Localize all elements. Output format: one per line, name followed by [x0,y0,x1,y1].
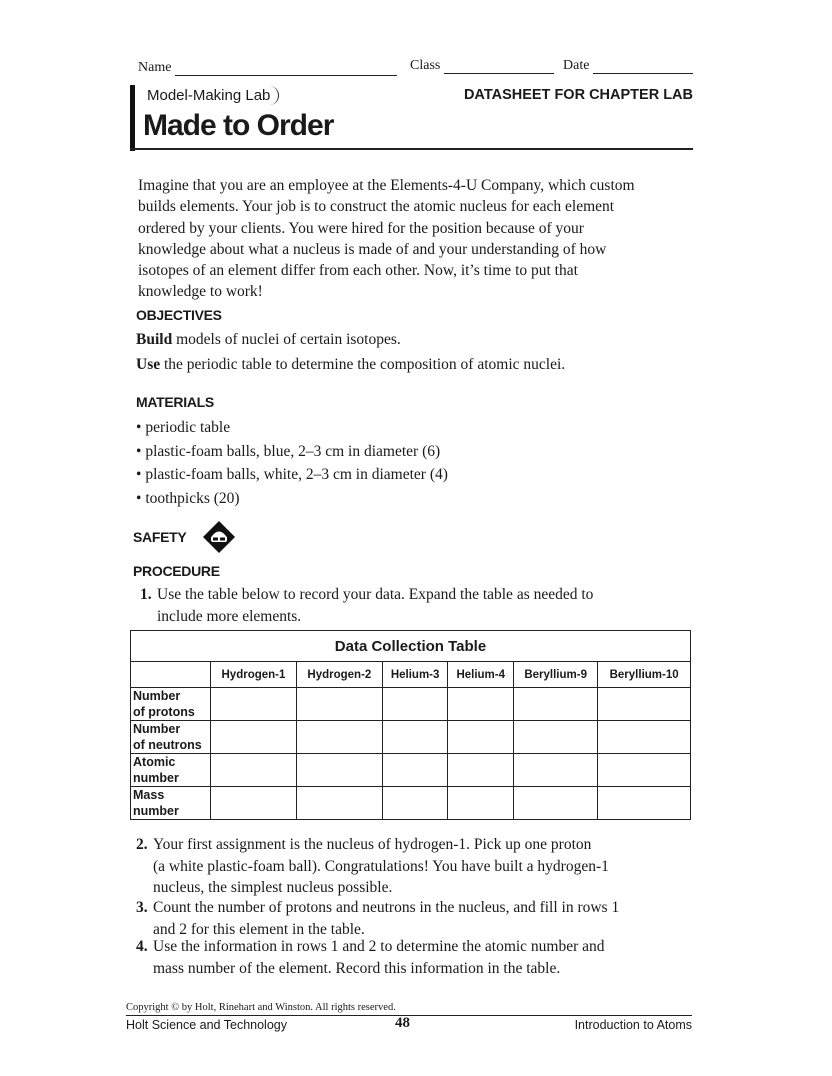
procedure-heading: PROCEDURE [133,563,220,579]
objective-item: Use the periodic table to determine the composition of atomic nuclei. [136,356,566,373]
page-number: 48 [395,1015,410,1031]
lab-type: Model-Making Lab [143,86,279,105]
column-header: Helium-4 [448,662,514,688]
table-cell[interactable] [296,754,382,787]
intro-paragraph: Imagine that you are an employee at the Elements-4-U Company, which custom builds elements. Your job is to construct the atomic nucleus for each element ordered by your clients. You were hired for the position because of your knowledge about what a nucleus is made of and your understanding of how isotopes of an element differ from each other. Now, it’s time to put that knowledge to work! [138,177,635,301]
column-header: Helium-3 [382,662,448,688]
column-header: Beryllium-10 [598,662,691,688]
table-cell[interactable] [448,688,514,721]
table-cell[interactable] [211,787,297,820]
table-row [131,721,691,754]
table-cell[interactable] [514,721,598,754]
table-cell[interactable] [296,787,382,820]
name-label: Name [138,60,172,75]
row-label: Number of neutrons [131,721,211,754]
table-cell[interactable] [448,787,514,820]
table-cell[interactable] [598,754,691,787]
table-row [131,787,691,820]
list-item: • toothpicks (20) [136,490,240,508]
safety-heading: SAFETY [133,529,187,545]
table-cell[interactable] [211,688,297,721]
footer-book: Holt Science and Technology [126,1018,287,1032]
row-label: Number of protons [131,688,211,721]
class-field[interactable] [410,58,554,74]
table-row [131,688,691,721]
row-label: Atomic number [131,754,211,787]
table-cell[interactable] [514,688,598,721]
objectives-heading: OBJECTIVES [136,307,222,323]
table-cell[interactable] [514,754,598,787]
column-header: Hydrogen-1 [211,662,297,688]
table-cell[interactable] [514,787,598,820]
data-collection-table [130,630,691,820]
table-cell[interactable] [211,754,297,787]
datasheet-label: DATASHEET FOR CHAPTER LAB [463,87,693,103]
class-label: Class [410,58,441,73]
table-cell[interactable] [448,754,514,787]
table-cell[interactable] [382,721,448,754]
table-cell[interactable] [382,688,448,721]
objective-item: Build models of nuclei of certain isotopes. [136,331,401,348]
title-rule [130,148,693,150]
column-header: Beryllium-9 [514,662,598,688]
table-cell[interactable] [598,721,691,754]
table-cell[interactable] [382,787,448,820]
row-label: Mass number [131,787,211,820]
table-row [131,754,691,787]
copyright: Copyright © by Holt, Rinehart and Winston. All rights reserved. [126,1002,396,1013]
table-cell[interactable] [211,721,297,754]
name-field[interactable] [138,60,397,76]
materials-heading: MATERIALS [136,394,214,410]
table-cell[interactable] [598,688,691,721]
table-title: Data Collection Table [131,631,691,662]
date-field[interactable] [563,58,693,74]
list-item: • periodic table [136,419,231,436]
page-title: Made to Order [143,109,334,142]
procedure-step: 3. Count the number of protons and neutrons in the nucleus, and fill in rows 1 and 2 for this element in the table. [136,899,620,938]
title-bar [130,85,135,151]
date-label: Date [563,58,590,73]
materials-list [136,416,448,511]
table-cell[interactable] [296,688,382,721]
table-cell[interactable] [598,787,691,820]
list-item: • plastic-foam balls, white, 2–3 cm in diameter (4) [136,466,448,484]
table-cell[interactable] [382,754,448,787]
procedure-step: 4. Use the information in rows 1 and 2 to determine the atomic number and mass number of the element. Record this information in the table. [136,938,605,977]
footer-chapter: Introduction to Atoms [574,1018,692,1032]
procedure-step: 2. Your first assignment is the nucleus of hydrogen-1. Pick up one proton (a white plastic-foam ball). Congratulations! You have built a hydrogen-1 nucleus, the simplest nucleus possible. [136,836,609,896]
list-item: • plastic-foam balls, blue, 2–3 cm in diameter (6) [136,442,441,460]
procedure-step: 1. Use the table below to record your data. Expand the table as needed to include more elements. [140,586,594,625]
table-cell[interactable] [296,721,382,754]
eye-protection-icon [202,520,236,554]
table-cell[interactable] [448,721,514,754]
column-header: Hydrogen-2 [296,662,382,688]
